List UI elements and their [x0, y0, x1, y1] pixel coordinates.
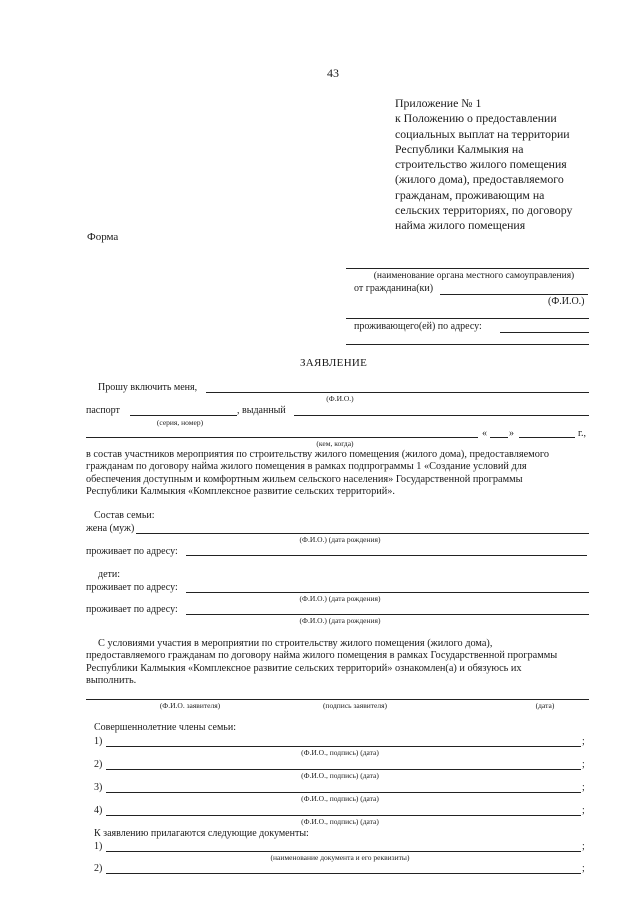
- series-caption: (серия, номер): [156, 418, 204, 427]
- from-extra-line[interactable]: [346, 318, 589, 319]
- child-caption: (Ф.И.О.) (дата рождения): [299, 616, 381, 625]
- appendix-line: Приложение № 1: [395, 96, 482, 110]
- address-line-2[interactable]: [346, 344, 589, 345]
- document-caption: (наименование документа и его реквизиты): [270, 853, 410, 862]
- line-end: ;: [582, 863, 585, 874]
- request-paragraph: [86, 449, 589, 499]
- spouse-address-line[interactable]: [186, 555, 587, 556]
- address-label: проживающего(ей) по адресу:: [354, 321, 482, 332]
- adult-caption: (Ф.И.О., подпись) (дата): [301, 771, 379, 780]
- address-line[interactable]: [500, 332, 589, 333]
- adult-item-number: 3): [94, 782, 103, 793]
- line-end: ;: [582, 736, 585, 747]
- conditions-line: предоставляемого гражданам по договору найма жилого помещения в рамках Государственной программы: [86, 650, 558, 662]
- line-end: ;: [582, 782, 585, 793]
- request-intro: Прошу включить меня,: [98, 382, 198, 393]
- documents-heading: К заявлению прилагаются следующие документы:: [94, 828, 309, 839]
- line-end: ;: [582, 805, 585, 816]
- request-line: в состав участников мероприятия по строительству жилого помещения (жилого дома), предоставляемого: [86, 449, 549, 460]
- conditions-paragraph: [86, 638, 589, 688]
- adult-member-line[interactable]: [106, 792, 581, 793]
- sig-caption-signature: (подпись заявителя): [322, 701, 388, 710]
- sig-caption-date: (дата): [535, 701, 555, 710]
- adult-member-line[interactable]: [106, 769, 581, 770]
- child-address-line[interactable]: [186, 614, 589, 615]
- date-quote-open: «: [482, 428, 487, 439]
- sig-caption-name: (Ф.И.О. заявителя): [159, 701, 221, 710]
- family-heading: Состав семьи:: [94, 510, 155, 521]
- appendix-line: Республики Калмыкия на: [395, 141, 524, 156]
- request-line: обеспечения доступным и комфортным жильем сельского населения» Государственной программы: [86, 473, 523, 485]
- children-label: дети:: [98, 569, 121, 580]
- applicant-fio-caption: (Ф.И.О.): [326, 394, 354, 403]
- adult-member-line[interactable]: [106, 815, 581, 816]
- adult-caption: (Ф.И.О., подпись) (дата): [301, 817, 379, 826]
- adult-members-heading: Совершеннолетние члены семьи:: [94, 722, 236, 733]
- child-caption: (Ф.И.О.) (дата рождения): [299, 594, 381, 603]
- spouse-line[interactable]: [136, 533, 589, 534]
- passport-number-line[interactable]: [130, 415, 237, 416]
- date-day-line[interactable]: [490, 437, 508, 438]
- appendix-line: гражданам, проживающим на: [395, 187, 545, 202]
- spouse-caption: (Ф.И.О.) (дата рождения): [299, 535, 381, 544]
- year-suffix: г.,: [578, 428, 586, 439]
- document-item-number: 1): [94, 841, 103, 852]
- document-title: ЗАЯВЛЕНИЕ: [300, 357, 368, 369]
- date-quote-close: »: [509, 428, 514, 439]
- applicant-name-line[interactable]: [206, 392, 589, 393]
- adult-caption: (Ф.И.О., подпись) (дата): [301, 748, 379, 757]
- conditions-line: выполнить.: [86, 675, 137, 687]
- appendix-line: сельских территориях, по договору: [395, 203, 573, 218]
- org-name-line[interactable]: [346, 268, 589, 269]
- appendix-line: к Положению о предоставлении: [395, 111, 557, 126]
- appendix-line: (жилого дома), предоставляемого: [395, 172, 564, 187]
- request-line: гражданам по договору найма жилого помещения в рамках подпрограммы 1 «Создание условий для: [86, 461, 527, 473]
- page-number: 43: [327, 66, 339, 80]
- fio-caption: (Ф.И.О.): [548, 296, 585, 307]
- spouse-address-label: проживает по адресу:: [86, 546, 178, 557]
- signature-line[interactable]: [86, 699, 589, 700]
- appendix-line: социальных выплат на территории: [395, 126, 570, 141]
- from-name-line[interactable]: [440, 294, 588, 295]
- spouse-label: жена (муж): [86, 523, 135, 534]
- date-month-line[interactable]: [519, 437, 575, 438]
- issued-label: , выданный: [237, 405, 286, 416]
- document-line[interactable]: [106, 851, 581, 852]
- from-label: от гражданина(ки): [354, 283, 434, 294]
- appendix-line: строительство жилого помещения: [395, 157, 567, 172]
- adult-item-number: 1): [94, 736, 103, 747]
- issued-caption: (кем, когда): [316, 439, 354, 448]
- document-item-number: 2): [94, 863, 103, 874]
- passport-label: паспорт: [86, 405, 120, 416]
- adult-caption: (Ф.И.О., подпись) (дата): [301, 794, 379, 803]
- issued-by-line[interactable]: [294, 415, 589, 416]
- line-end: ;: [582, 841, 585, 852]
- adult-item-number: 2): [94, 759, 103, 770]
- child-address-label: проживает по адресу:: [86, 604, 178, 615]
- issued-by-line-2[interactable]: [86, 437, 478, 438]
- conditions-line: С условиями участия в мероприятии по строительству жилого помещения (жилого дома),: [98, 638, 493, 649]
- appendix-block: [395, 96, 572, 234]
- request-line: Республики Калмыкия «Комплексное развитие сельских территорий».: [86, 486, 395, 498]
- adult-item-number: 4): [94, 805, 103, 816]
- adult-member-line[interactable]: [106, 746, 581, 747]
- child-address-line[interactable]: [186, 592, 589, 593]
- form-label: Форма: [87, 231, 119, 243]
- conditions-line: Республики Калмыкия «Комплексное развитие сельских территорий» ознакомлен(а) и обязуюсь их: [86, 662, 522, 674]
- org-caption: (наименование органа местного самоуправления): [373, 271, 575, 281]
- document-line[interactable]: [106, 873, 581, 874]
- line-end: ;: [582, 759, 585, 770]
- child-address-label: проживает по адресу:: [86, 582, 178, 593]
- appendix-line: найма жилого помещения: [395, 218, 526, 233]
